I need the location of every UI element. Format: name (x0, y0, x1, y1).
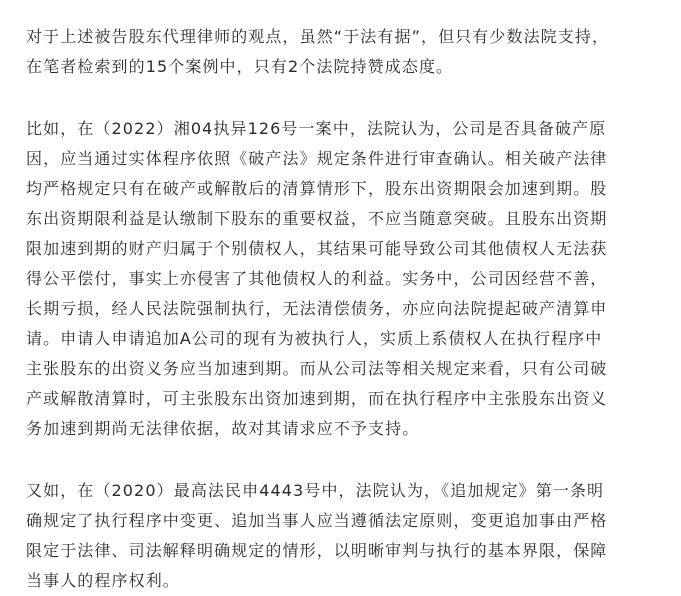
text-line: 确规定了执行程序中变更、追加当事人应当遵循法定原则，变更追加事由严格 (26, 511, 608, 530)
paragraph-3 (26, 476, 657, 596)
paragraph-2 (26, 114, 657, 444)
text-line: 因，应当通过实体程序依照《破产法》规定条件进行审查确认。相关破产法律 (26, 149, 608, 168)
text-line: 比如，在（2022）湘04执异126号一案中，法院认为，公司是否具备破产原 (26, 119, 607, 138)
text-line: 在笔者检索到的15个案例中，只有2个法院持赞成态度。 (26, 57, 454, 76)
text-line: 长期亏损，经人民法院强制执行，无法清偿债务，亦应向法院提起破产清算申 (26, 299, 608, 318)
text-line: 东出资期限利益是认缴制下股东的重要权益，不应当随意突破。且股东出资期 (26, 209, 608, 228)
text-line: 对于上述被告股东代理律师的观点，虽然“于法有据”，但只有少数法院支持， (26, 27, 610, 46)
text-line: 限定于法律、司法解释明确规定的情形，以明晰审判与执行的基本界限，保障 (26, 541, 608, 560)
text-line: 请。申请人申请追加A公司的现有为被执行人，实质上系债权人在执行程序中 (26, 329, 603, 348)
text-line: 产或解散清算时，可主张股东出资加速到期，而在执行程序中主张股东出资义 (26, 389, 608, 408)
text-line: 得公平偿付，事实上亦侵害了其他债权人的利益。实务中，公司因经营不善， (26, 269, 608, 288)
text-line: 主张股东的出资义务应当加速到期。而从公司法等相关规定来看，只有公司破 (26, 359, 608, 378)
text-line: 又如，在（2020）最高法民申4443号中，法院认为，《追加规定》第一条明 (26, 481, 605, 500)
text-line: 均严格规定只有在破产或解散后的清算情形下，股东出资期限会加速到期。股 (26, 179, 608, 198)
text-line: 限加速到期的财产归属于个别债权人，其结果可能导致公司其他债权人无法获 (26, 239, 608, 258)
text-line: 务加速到期尚无法律依据，故对其请求应不予支持。 (26, 419, 420, 438)
text-line: 当事人的程序权利。 (26, 571, 180, 590)
paragraph-1 (26, 22, 657, 82)
